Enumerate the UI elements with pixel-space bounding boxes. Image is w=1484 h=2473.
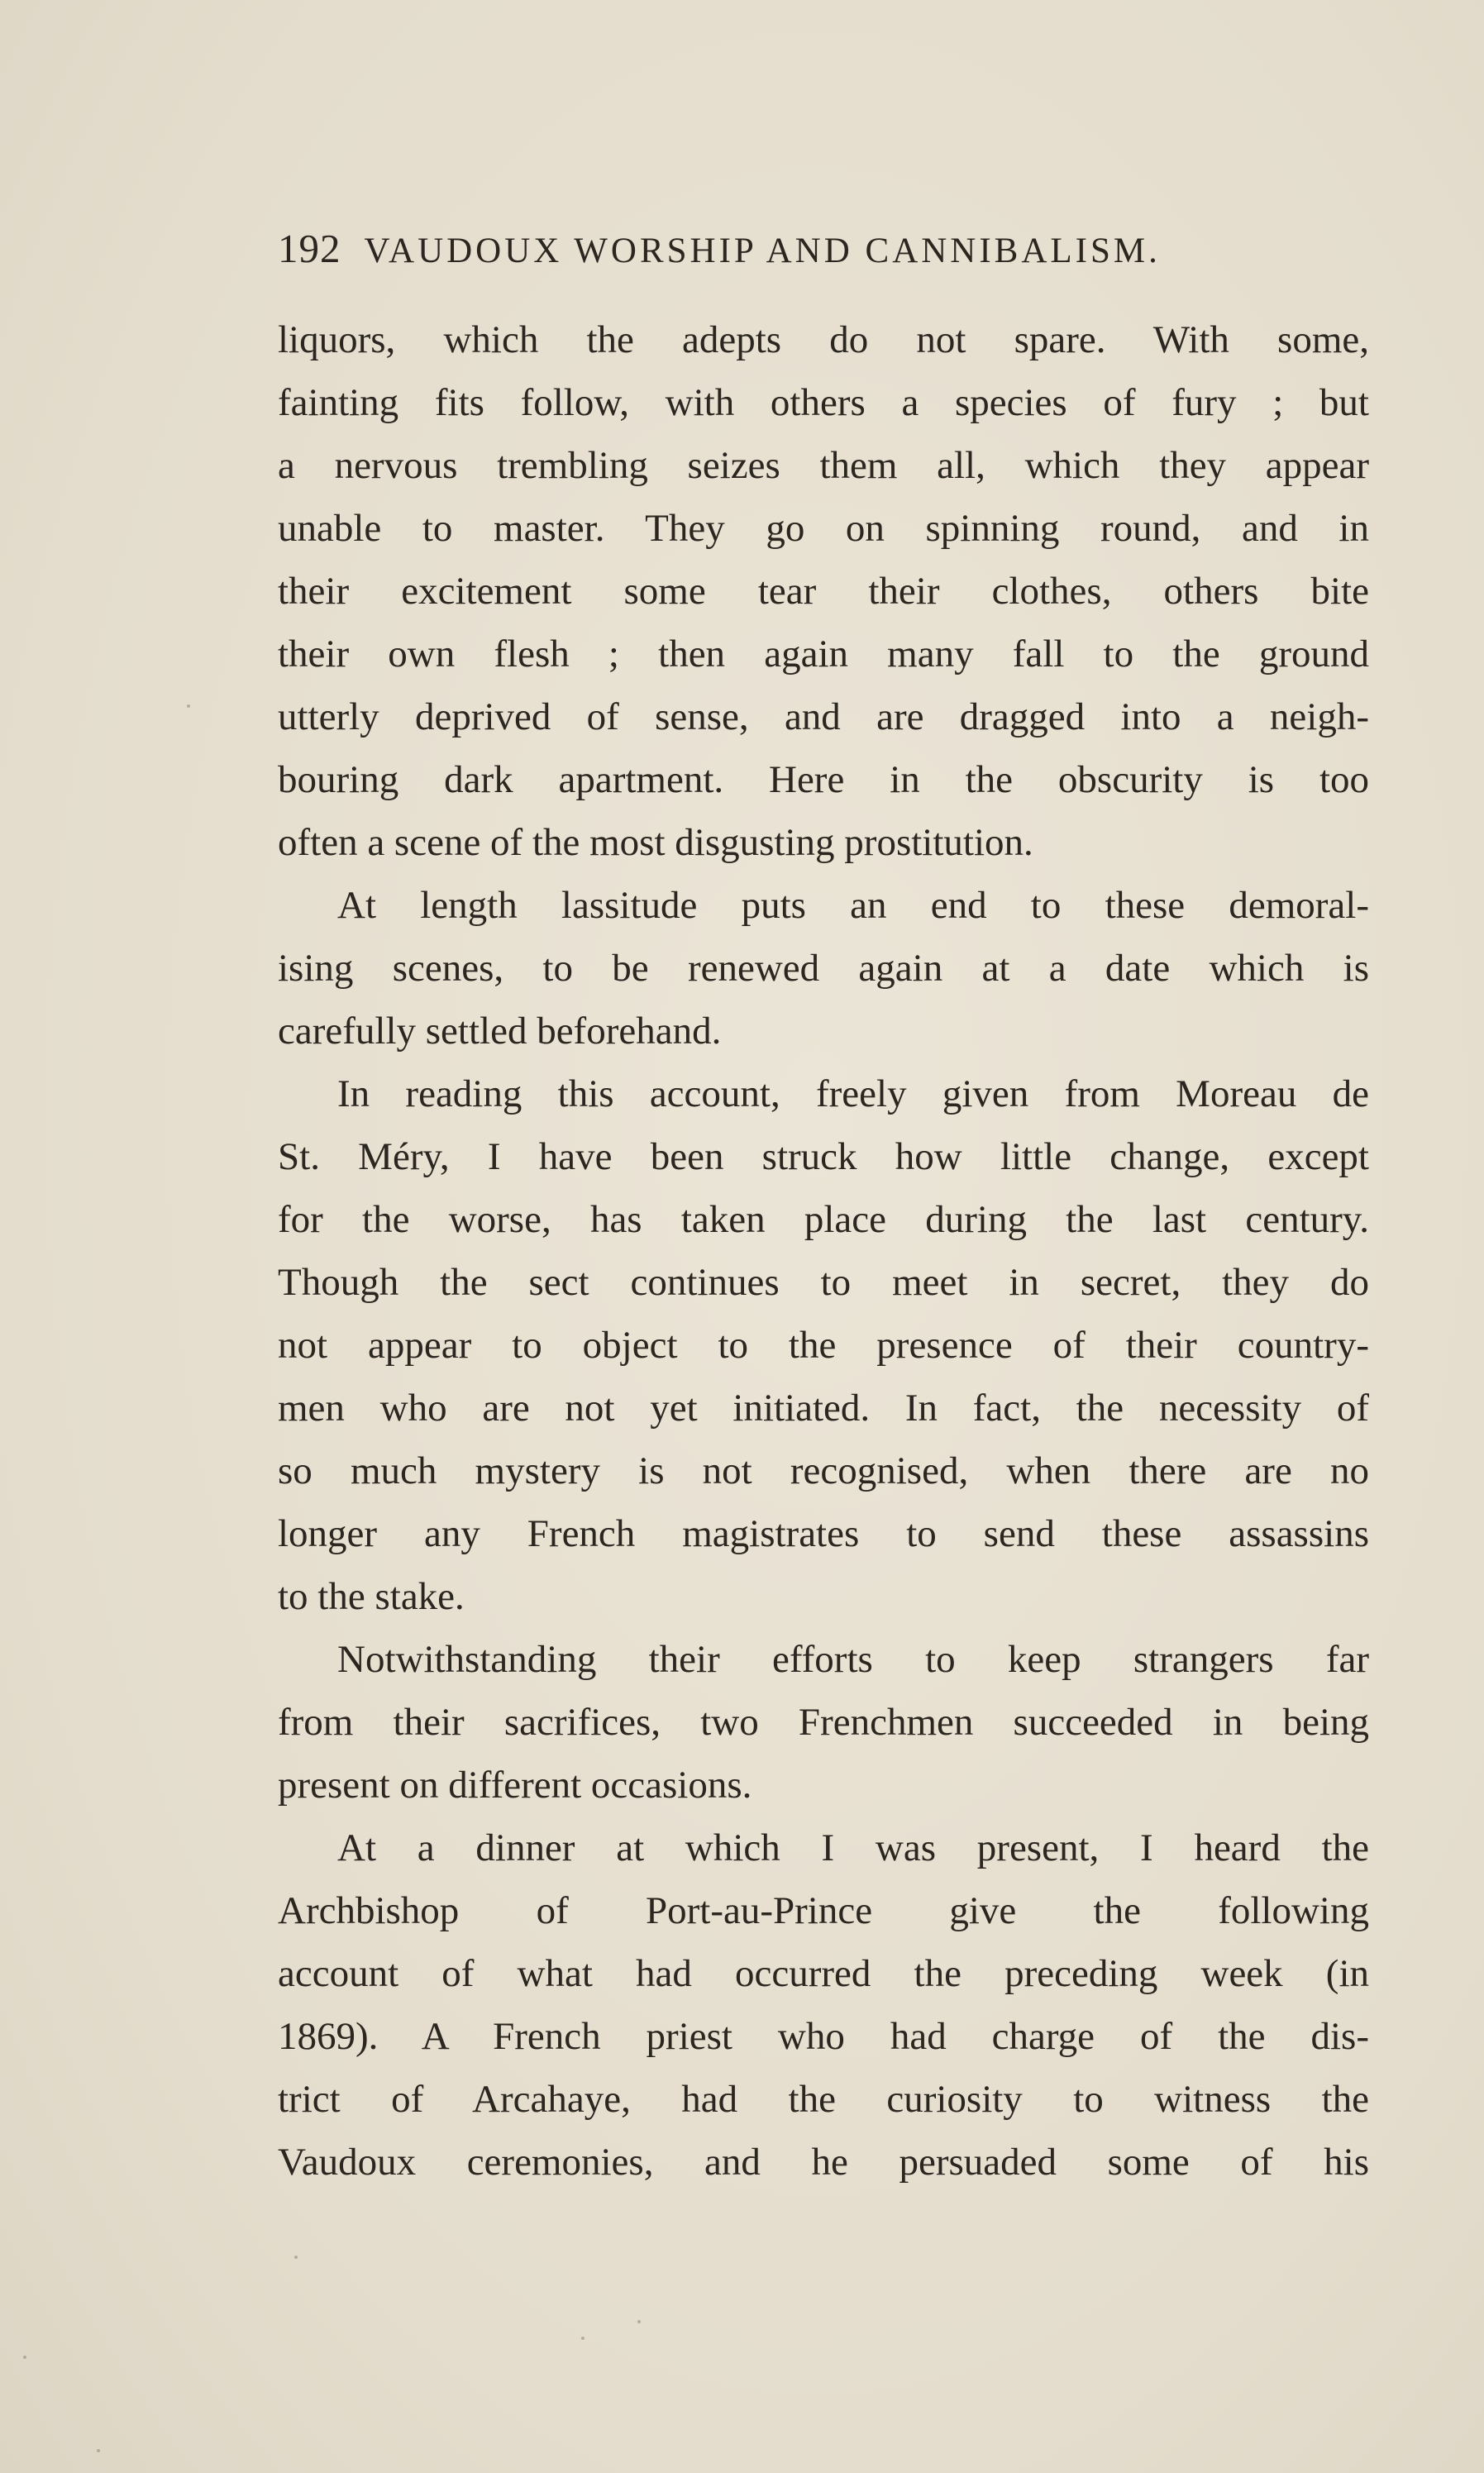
running-title: VAUDOUX WORSHIP AND CANNIBALISM.	[364, 232, 1161, 270]
text-line: trict of Arcahaye, had the curiosity to witness the	[278, 2078, 1369, 2121]
text-line: ising scenes, to be renewed again at a date which is	[278, 947, 1369, 990]
text-line: Though the sect continues to meet in secret, they do	[278, 1261, 1369, 1304]
text-line: bouring dark apartment. Here in the obscurity is too	[278, 758, 1369, 801]
paper-speck	[294, 2256, 298, 2259]
text-line: from their sacrifices, two Frenchmen succeeded in being	[278, 1701, 1369, 1744]
paper-speck	[97, 2449, 100, 2452]
paper-speck	[187, 704, 190, 708]
text-line: present on different occasions.	[278, 1764, 752, 1807]
paragraph-start-line: At a dinner at which I was present, I heard the	[337, 1826, 1369, 1869]
body-text	[278, 308, 1369, 2194]
text-line: fainting fits follow, with others a species of fury ; but	[278, 381, 1369, 424]
paper-speck	[637, 2320, 641, 2323]
text-line: so much mystery is not recognised, when there are no	[278, 1449, 1369, 1492]
text-line: for the worse, has taken place during the last century.	[278, 1198, 1369, 1241]
paragraph-start-line: In reading this account, freely given from Moreau de	[337, 1072, 1369, 1115]
text-line: Archbishop of Port-au-Prince give the following	[278, 1889, 1369, 1932]
text-line: men who are not yet initiated. In fact, the necessity of	[278, 1387, 1369, 1430]
text-line: carefully settled beforehand.	[278, 1010, 722, 1053]
page-number: 192	[278, 226, 341, 271]
text-line: St. Méry, I have been struck how little change, except	[278, 1135, 1369, 1178]
text-line: not appear to object to the presence of their country-	[278, 1324, 1369, 1367]
text-line: their excitement some tear their clothes, others bite	[278, 570, 1369, 613]
text-line: often a scene of the most disgusting prostitution.	[278, 821, 1033, 864]
text-line: unable to master. They go on spinning round, and in	[278, 507, 1369, 550]
running-header	[278, 220, 1369, 278]
text-line: a nervous trembling seizes them all, which they appear	[278, 444, 1369, 487]
text-line: liquors, which the adepts do not spare. With some,	[278, 318, 1369, 361]
paper-speck	[23, 2356, 26, 2359]
text-line: Vaudoux ceremonies, and he persuaded some of his	[278, 2141, 1369, 2184]
text-line: to the stake.	[278, 1575, 465, 1618]
paragraph-start-line: Notwithstanding their efforts to keep strangers far	[337, 1638, 1369, 1681]
paragraph-start-line: At length lassitude puts an end to these demoral-	[337, 884, 1369, 927]
text-line: utterly deprived of sense, and are dragged into a neigh-	[278, 695, 1369, 738]
text-line: 1869). A French priest who had charge of the dis-	[278, 2015, 1369, 2058]
text-line: account of what had occurred the preceding week (in	[278, 1952, 1369, 1995]
text-line: longer any French magistrates to send these assassins	[278, 1512, 1369, 1555]
paper-speck	[581, 2337, 585, 2340]
text-line: their own flesh ; then again many fall to the ground	[278, 633, 1369, 676]
